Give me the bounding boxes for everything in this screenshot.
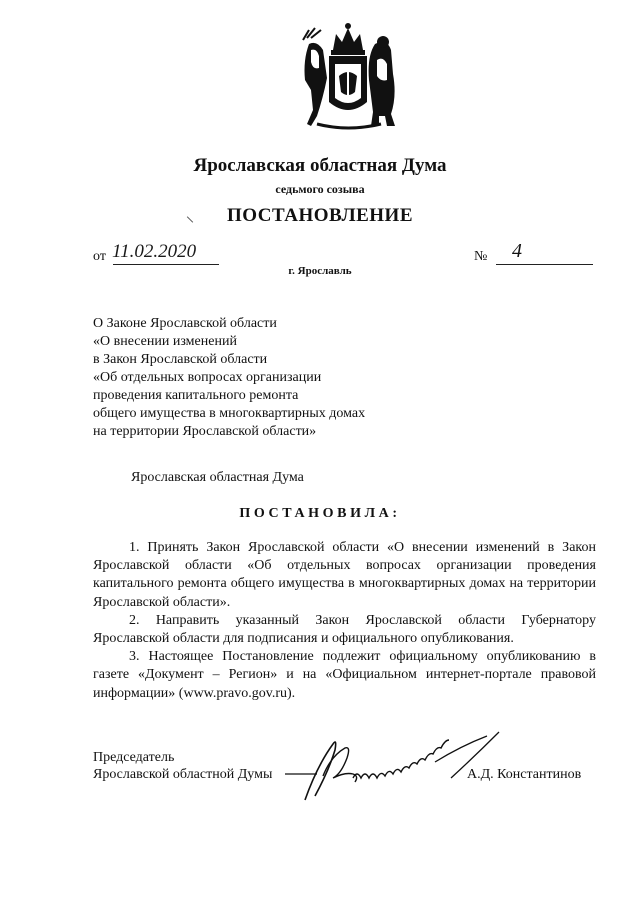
coat-of-arms-icon [293, 20, 403, 132]
signature-icon [275, 726, 515, 806]
document-date: 11.02.2020 [112, 241, 197, 262]
city: г. Ярославль [288, 265, 352, 277]
subject-line: общего имущества в многоквартирных домах [93, 406, 366, 421]
resolution-body [93, 539, 596, 703]
subject-line: проведения капитального ремонта [93, 388, 299, 403]
signatory-position-line1: Председатель [93, 750, 175, 765]
subject-line: О Законе Ярославской области [93, 316, 277, 331]
resolution-paragraph: 2. Направить указанный Закон Ярославской области Губернатору Ярославской области для подписания и официального опубликования. [93, 612, 596, 647]
document-subject [93, 315, 365, 441]
resolution-paragraph: 3. Настоящее Постановление подлежит официальному опубликованию в газете «Документ – Регион» и на «Официальном интернет-портале правовой информации» (www.pravo.gov.ru). [93, 649, 596, 701]
organization-title: Ярославская областная Дума [193, 155, 447, 176]
resolution-heading: ПОСТАНОВИЛА: [239, 506, 401, 521]
signatory-position-line2: Ярославской областной Думы [93, 767, 273, 782]
subject-line: «О внесении изменений [93, 334, 237, 349]
organization-convocation: седьмого созыва [275, 182, 365, 196]
subject-line: в Закон Ярославской области [93, 352, 268, 367]
date-prefix: от [93, 249, 106, 264]
document-type: ПОСТАНОВЛЕНИЕ [226, 205, 414, 226]
subject-line: на территории Ярославской области» [93, 424, 317, 439]
signatory-name: А.Д. Константинов [467, 767, 582, 782]
issuing-body: Ярославская областная Дума [131, 470, 304, 485]
resolution-paragraph: 1. Принять Закон Ярославской области «О внесении изменений в Закон Ярославской области «Об отдельных вопросах организации проведения капитального ремонта общего имущества в многоквартирных домах на территории Ярославской области». [93, 540, 596, 610]
document-number: 4 [512, 240, 522, 262]
number-prefix: № [474, 249, 488, 264]
subject-line: «Об отдельных вопросах организации [93, 370, 322, 385]
